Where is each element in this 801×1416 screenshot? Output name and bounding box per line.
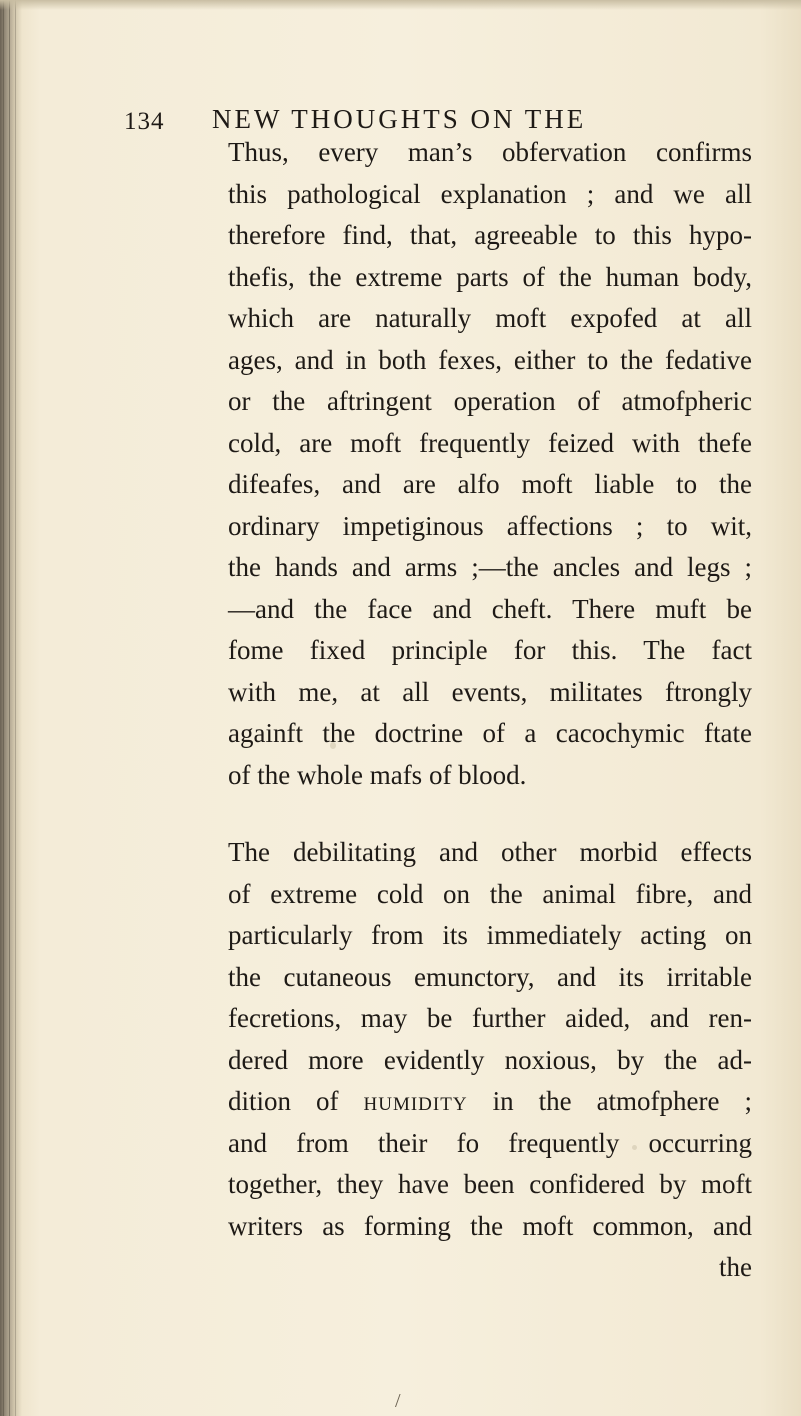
text-line: and from their fo frequently occurring <box>228 1127 752 1158</box>
text-line: Thus, every man’s obfervation confirms <box>228 137 752 167</box>
text-line: of the whole mafs of blood. <box>228 759 527 790</box>
text-line: cold, are moft frequently feized with thefe <box>228 427 752 458</box>
page-number: 134 <box>124 108 165 135</box>
text-line: the hands and arms ;—the ancles and legs ; <box>228 552 752 582</box>
text-line: together, they have been confidered by moft <box>228 1169 752 1199</box>
text-line: againft the doctrine of a cacochymic ftate <box>228 718 752 748</box>
text-line: fome fixed principle for this. The fact <box>228 635 752 665</box>
text-line: with me, at all events, militates ftrongly <box>228 676 752 707</box>
text-line-mixed <box>228 1081 752 1123</box>
catchword: the <box>719 1252 752 1282</box>
text-segment: dition of <box>228 1086 339 1116</box>
text-line: the cutaneous emunctory, and its irritable <box>228 961 752 992</box>
spine-edge-line <box>3 0 4 1416</box>
paragraph <box>228 832 752 1289</box>
text-line: ordinary impetiginous affections ; to wit, <box>228 510 752 541</box>
text-line: writers as forming the moft common, and <box>228 1210 752 1241</box>
text-line: therefore find, that, agreeable to this hypo- <box>228 220 752 250</box>
page-top-edge <box>0 0 801 10</box>
body-text <box>228 132 752 1289</box>
text-line: or the aftringent operation of atmofpheric <box>228 386 752 416</box>
text-line: this pathological explanation ; and we all <box>228 178 752 209</box>
text-line: dered more evidently noxious, by the ad- <box>228 1044 752 1075</box>
text-line: ages, and in both fexes, either to the fedative <box>228 344 752 375</box>
text-line: —and the face and cheft. There muft be <box>228 593 752 624</box>
running-head: NEW THOUGHTS ON THE <box>212 104 587 134</box>
text-line: fecretions, may be further aided, and ren- <box>228 1003 752 1033</box>
paragraph <box>228 132 752 796</box>
text-line: particularly from its immediately acting on <box>228 920 752 950</box>
paragraph-gap <box>228 796 752 832</box>
text-line: which are naturally moft expofed at all <box>228 303 752 333</box>
text-line: of extreme cold on the animal fibre, and <box>228 878 752 909</box>
text-line: difeafes, and are alfo moft liable to the <box>228 469 752 499</box>
text-line: thefis, the extreme parts of the human body, <box>228 261 752 292</box>
text-line: The debilitating and other morbid effects <box>228 837 752 867</box>
spine-edge-line <box>9 0 10 1416</box>
footer-mark: / <box>395 1390 401 1412</box>
spine-edge-line <box>15 0 16 1416</box>
text-segment: in the atmofphere ; <box>492 1086 753 1116</box>
emphasized-word: humidity <box>363 1086 468 1116</box>
